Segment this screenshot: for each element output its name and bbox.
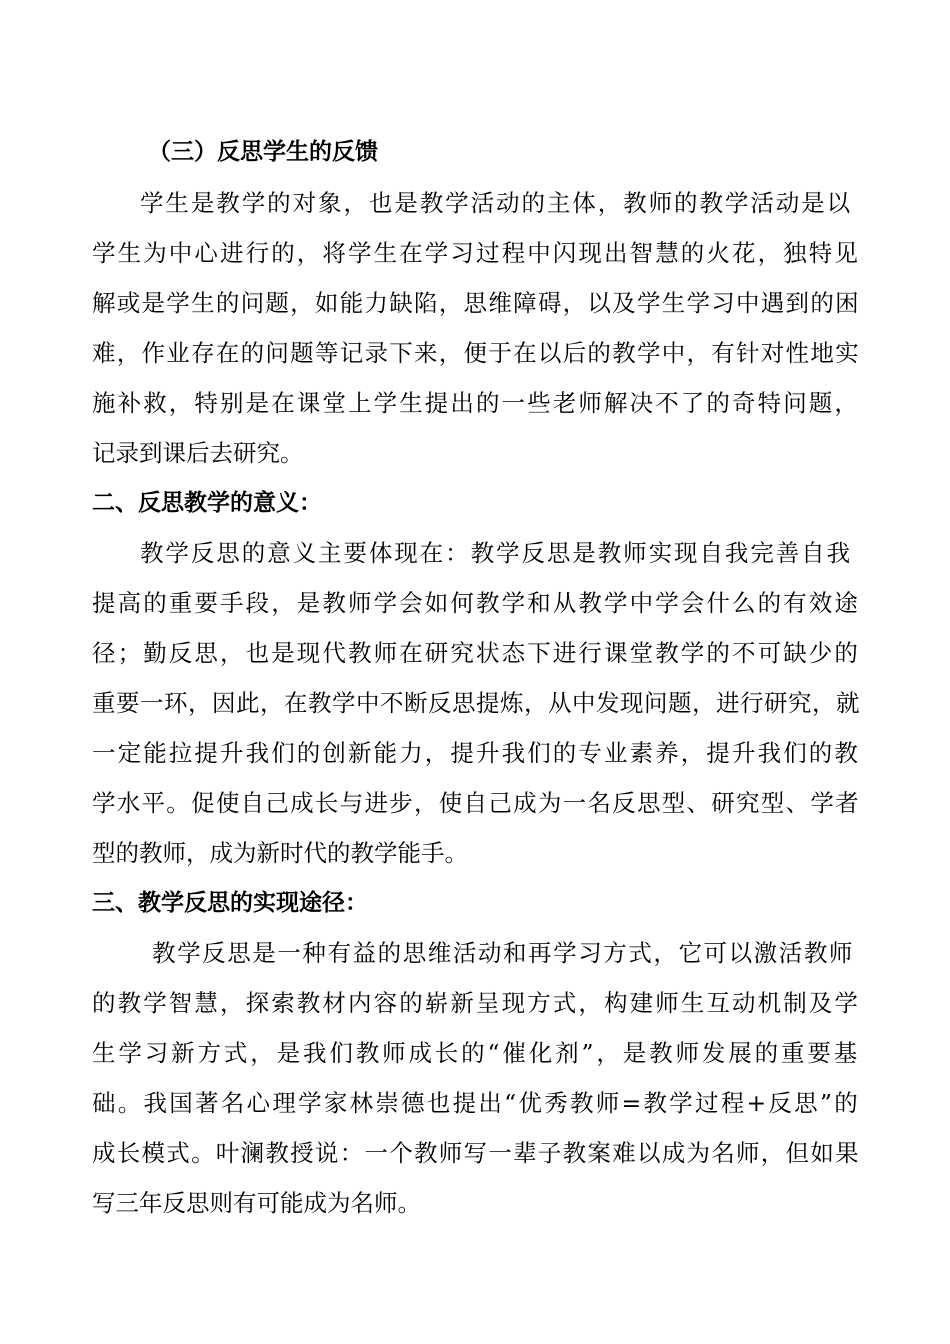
- para1-line-4: 难，作业存在的问题等记录下来，便于在以后的教学中，有针对性地实: [92, 339, 860, 367]
- para1-line-1: 学生是教学的对象，也是教学活动的主体，教师的教学活动是以: [140, 189, 853, 217]
- para1-line-2: 学生为中心进行的，将学生在学习过程中闪现出智慧的火花，独特见: [92, 239, 860, 267]
- para3-line-6: 写三年反思则有可能成为名师。: [92, 1189, 421, 1217]
- heading-3: 三、教学反思的实现途径：: [92, 890, 368, 916]
- para3-line-5: 成长模式。叶澜教授说：一个教师写一辈子教案难以成为名师，但如果: [92, 1139, 860, 1167]
- para1-line-3: 解或是学生的问题，如能力缺陷，思维障碍，以及学生学习中遇到的困: [92, 289, 860, 317]
- para2-line-1: 教学反思的意义主要体现在：教学反思是教师实现自我完善自我: [140, 539, 853, 567]
- para2-line-7: 型的教师，成为新时代的教学能手。: [92, 839, 468, 867]
- para2-line-3: 径；勤反思，也是现代教师在研究状态下进行课堂教学的不可缺少的: [92, 639, 860, 667]
- para1-line-6: 记录到课后去研究。: [92, 439, 304, 467]
- para2-line-5: 一定能拉提升我们的创新能力，提升我们的专业素养，提升我们的教: [92, 739, 860, 767]
- para2-line-4: 重要一环，因此，在教学中不断反思提炼，从中发现问题，进行研究，就: [92, 689, 860, 717]
- section-3-title: （三）反思学生的反馈: [148, 139, 378, 165]
- heading-2: 二、反思教学的意义：: [92, 490, 322, 516]
- para2-line-2: 提高的重要手段，是教师学会如何教学和从教学中学会什么的有效途: [92, 589, 860, 617]
- para2-line-6: 学水平。促使自己成长与进步，使自己成为一名反思型、研究型、学者: [92, 789, 860, 817]
- para3-line-1: 教学反思是一种有益的思维活动和再学习方式，它可以激活教师: [152, 939, 854, 967]
- para3-line-2: 的教学智慧，探索教材内容的崭新呈现方式，构建师生互动机制及学: [92, 989, 860, 1017]
- para3-line-4: 础。我国著名心理学家林崇德也提出“优秀教师=教学过程+反思”的: [92, 1089, 860, 1117]
- para1-line-5: 施补救，特别是在课堂上学生提出的一些老师解决不了的奇特问题，: [92, 389, 860, 417]
- para3-line-3: 生学习新方式，是我们教师成长的“催化剂”，是教师发展的重要基: [92, 1039, 861, 1067]
